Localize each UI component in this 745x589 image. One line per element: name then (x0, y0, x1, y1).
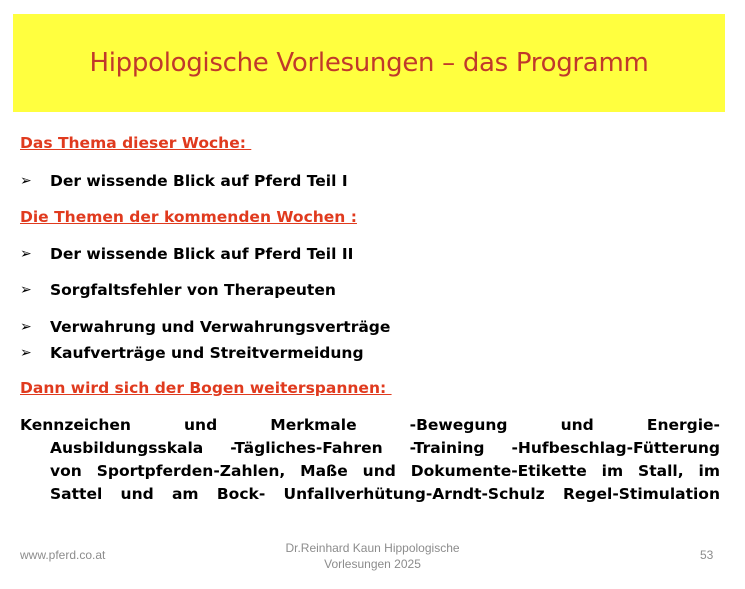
arrow-bullet-icon: ➢ (20, 282, 32, 298)
list-item (20, 344, 364, 362)
arrow-bullet-icon: ➢ (20, 173, 32, 189)
arrow-bullet-icon: ➢ (20, 345, 32, 361)
list-item-label: Verwahrung und Verwahrungsverträge (50, 318, 391, 336)
list-item-label: Sorgfaltsfehler von Therapeuten (50, 281, 336, 299)
section-heading-upcoming-weeks: Die Themen der kommenden Wochen : (20, 208, 357, 226)
list-item (20, 318, 390, 336)
section-heading-outlook: Dann wird sich der Bogen weiterspannen: (20, 379, 392, 397)
paragraph-line: Kennzeichen und Merkmale -Bewegung und Energie- (20, 416, 720, 434)
footer-credit-line1: Dr.Reinhard Kaun Hippologische (285, 541, 460, 555)
topics-paragraph (20, 414, 720, 506)
list-item (20, 281, 336, 299)
list-item (20, 245, 353, 263)
paragraph-line: Ausbildungsskala -Tägliches-Fahren -Training -Hufbeschlag-Fütterung (50, 439, 720, 457)
slide-title: Hippologische Vorlesungen – das Programm (89, 48, 649, 78)
arrow-bullet-icon: ➢ (20, 319, 32, 335)
list-item-label: Der wissende Blick auf Pferd Teil I (50, 172, 348, 190)
footer-website: www.pferd.co.at (20, 548, 106, 562)
page-number: 53 (700, 548, 714, 562)
section-heading-this-week: Das Thema dieser Woche: (20, 134, 252, 152)
arrow-bullet-icon: ➢ (20, 246, 32, 262)
list-item-label: Der wissende Blick auf Pferd Teil II (50, 245, 354, 263)
list-item (20, 172, 348, 190)
title-bar (13, 14, 725, 112)
paragraph-line: Sattel und am Bock- Unfallverhütung-Arndt-Schulz Regel-Stimulation (50, 485, 720, 503)
paragraph-line: von Sportpferden-Zahlen, Maße und Dokumente-Etikette im Stall, im (50, 462, 720, 480)
footer-credit (0, 540, 745, 572)
list-item-label: Kaufverträge und Streitvermeidung (50, 344, 364, 362)
footer-credit-line2: Vorlesungen 2025 (324, 557, 421, 571)
